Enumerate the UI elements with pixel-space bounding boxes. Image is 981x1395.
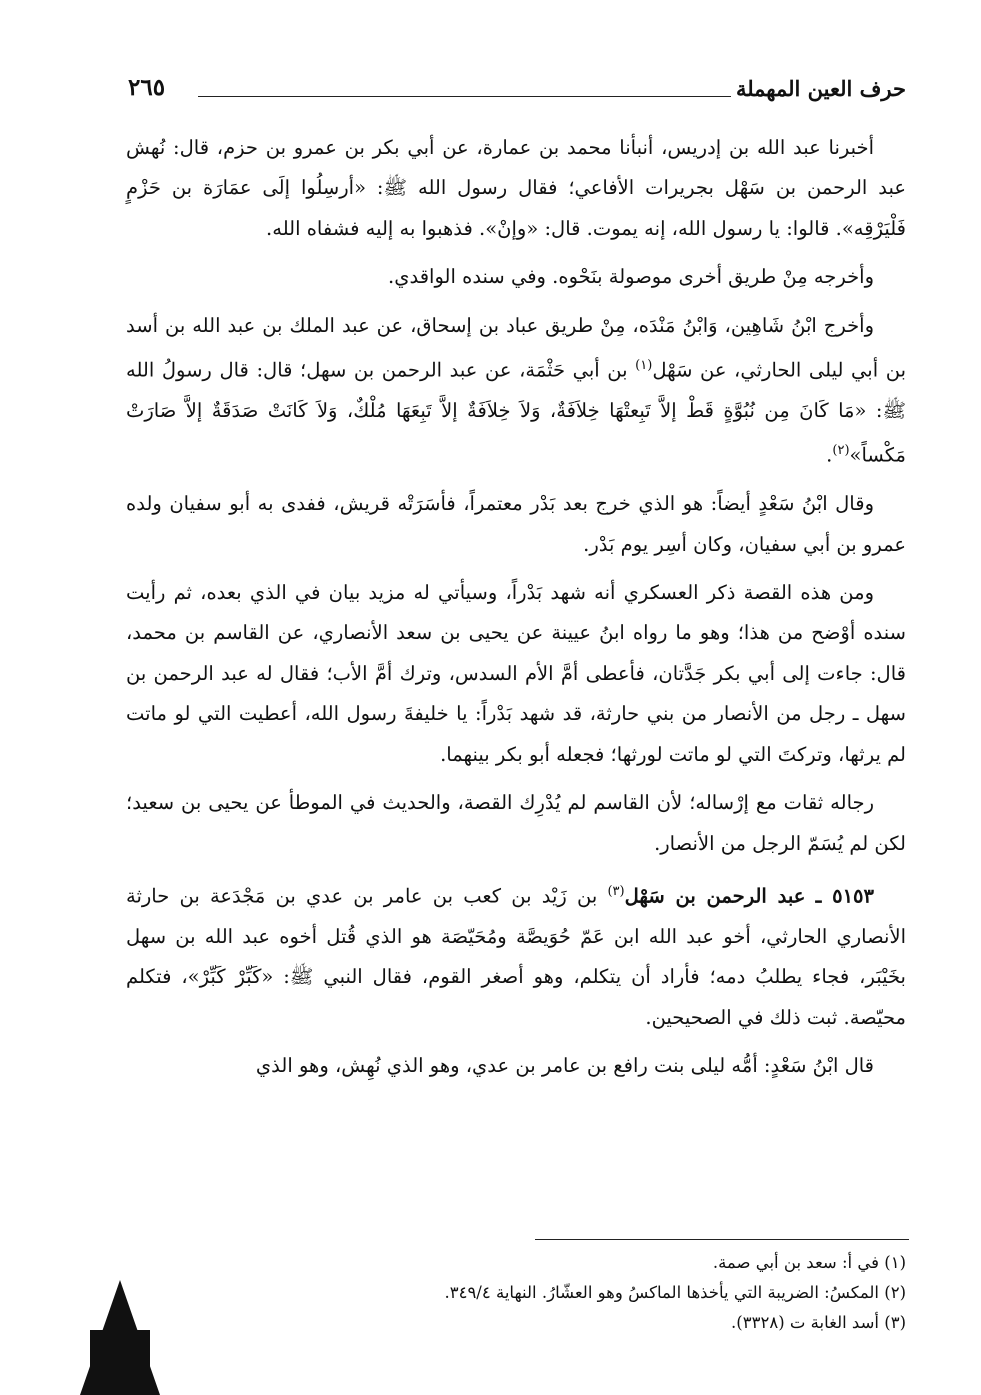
footnote-ref: (١)	[635, 358, 653, 374]
footnote-rule	[535, 1239, 909, 1240]
footnotes	[300, 1248, 906, 1338]
paragraph: وقال ابْنُ سَعْدٍ أيضاً: هو الذي خرج بعد بَدْر معتمراً، فأسَرَتْه قريش، ففدى به أبو سفيان ولده عمرو بن أبي سفيان، وكان أسِر يوم بَدْر.	[126, 492, 906, 556]
paragraph-text: وأخرج ابْنُ شَاهِين، وَابْنُ مَنْدَه، مِنْ طريق عباد بن إسحاق، عن عبد الملك بن عبد الله بن أسد بن أبي ليلى الحارثي، عن سَهْل	[126, 313, 907, 382]
paragraph: وأخرجه مِنْ طريق أخرى موصولة بنَحْوه. وفي سنده الواقدي.	[388, 265, 874, 289]
paragraph: أخبرنا عبد الله بن إدريس، أنبأنا محمد بن عمارة، عن أبي بكر بن عمرو بن حزم، قال: نُهش عبد الرحمن بن سَهْل بجريرات الأفاعي؛ فقال رسول الله ﷺ: «أرسِلُوا إلَى عمَارَة بن حَزْمٍ فَلْيَرْقِه». قالوا: يا رسول الله، إنه يموت. قال: «وإنْ». فذهبوا به إليه فشفاه الله.	[126, 136, 906, 240]
entry-name: عبد الرحمن بن سَهْل	[624, 884, 806, 908]
entry-paragraph	[126, 872, 906, 1038]
footnote-ref: (٣)	[607, 883, 625, 899]
footnote: (٢) المكسُ: الضريبة التي يأخذها الماكسُ وهو العشّارُ. النهاية ٣٤٩/٤.	[444, 1283, 906, 1302]
footnote: (١) في أ: سعد بن أبي صمة.	[712, 1253, 906, 1272]
header-rule	[198, 96, 731, 97]
scan-shadow	[90, 1330, 150, 1395]
running-title: حرف العين المهملة	[735, 76, 906, 101]
footnote-ref: (٢)	[832, 443, 850, 459]
paragraph	[126, 306, 906, 477]
paragraph: رجاله ثقات مع إرْساله؛ لأن القاسم لم يُدْرِك القصة، والحديث في الموطأ عن يحيى بن سعيد؛ لكن لم يُسَمّ الرجل من الأنصار.	[126, 791, 906, 855]
paragraph-text: بن أبي حَثْمَة، عن عبد الرحمن بن سهل؛ قال: قال رسولُ الله ﷺ: «مَا كَانَ مِن نُبُوَّةٍ قَطْ إلاَّ تَبِعتْهَا خِلاَفَةٌ، وَلاَ خِلاَفَةٌ إلاَّ تَبِعَهَا مُلْكٌ، وَلاَ كَانَتْ صَدَقَةٌ إلاَّ صَارَتْ مَكْساً»	[126, 358, 906, 467]
body-text	[126, 128, 906, 1086]
paragraph: ومن هذه القصة ذكر العسكري أنه شهد بَدْراً، وسيأتي له مزيد بيان في الذي بعده، ثم رأيت سنده أوْضح من هذا؛ وهو ما رواه ابنُ عيينة عن يحيى بن سعد الأنصاري، عن القاسم بن محمد، قال: جاءت إلى أبي بكر جَدَّتان، فأعطى أمَّ الأم السدس، وترك أمَّ الأب؛ فقال له عبد الرحمن بن سهل ـ رجل من الأنصار من بني حارثة، قد شهد بَدْراً: يا خليفةَ رسول الله، أعطيت التي لو ماتت لم يرثها، وتركتَ التي لو ماتت لورثها؛ فجعله أبو بكر بينهما.	[126, 581, 906, 766]
page-number: ٢٦٥	[128, 74, 166, 101]
paragraph: قال ابْنُ سَعْدٍ: أمُّه ليلى بنت رافع بن عامر بن عدي، وهو الذي نُهِش، وهو الذي	[255, 1054, 874, 1078]
footnote: (٣) أسد الغابة ت (٣٣٢٨).	[731, 1313, 906, 1332]
paragraph-text: .	[826, 443, 833, 467]
paragraph-text: بن زَيْد بن كعب بن عامر بن عدي بن مَجْدَعة بن حارثة الأنصاري الحارثي، أخو عبد الله ابن عَمّ حُوَيصَّة ومُحَيّصَة هو الذي قُتل أخوه عبد الله بن سهل بخَيْبَر، فجاء يطلبُ دمه؛ فأراد أن يتكلم، وهو أصغر القوم، فقال النبي ﷺ: «كَبِّرْ كَبِّرْ»، فتكلم محيّصة. ثبت ذلك في الصحيحين.	[126, 884, 906, 1029]
page-header	[128, 72, 906, 112]
entry-number: ٥١٥٣ ـ	[815, 884, 874, 908]
